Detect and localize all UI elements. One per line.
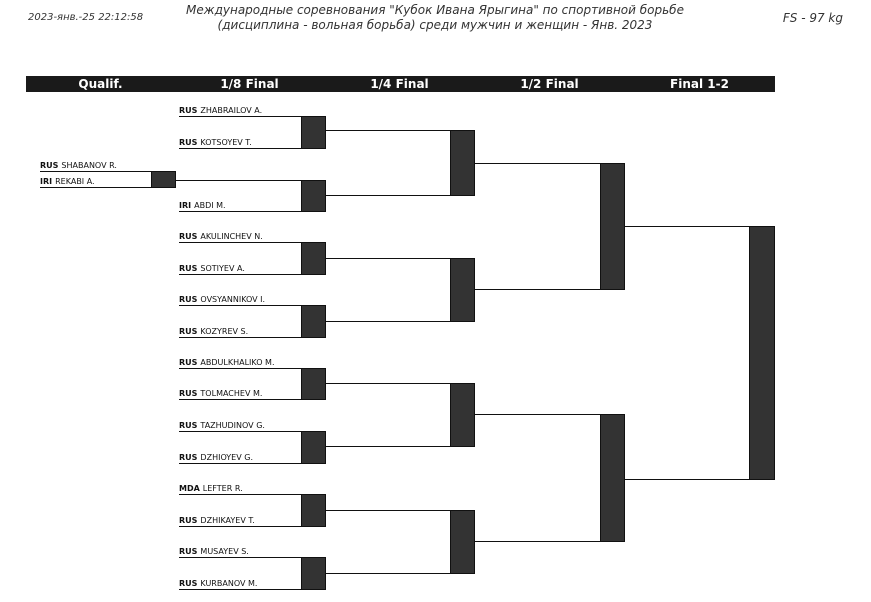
wrestler-name: ZHABRAILOV A. (200, 106, 263, 115)
sf-match-box-2 (600, 414, 625, 542)
wrestler-name: LEFTER R. (202, 484, 243, 493)
r16-match-box-8 (301, 557, 326, 590)
weight-category: FS - 97 kg (782, 11, 843, 25)
country-code: RUS (179, 138, 198, 147)
wrestler-name: MUSAYEV S. (200, 547, 249, 556)
qf-match-box-3 (450, 383, 475, 447)
country-code: RUS (179, 358, 198, 367)
title-line-1: Международные соревнования "Кубок Ивана Ярыгина" по спортивной борьбе (186, 3, 684, 17)
r16-slot-1[interactable] (179, 105, 326, 116)
wrestler-name: KOZYREV S. (200, 327, 249, 336)
r16-slot-5[interactable] (179, 231, 326, 242)
country-code: IRI (179, 201, 192, 210)
round-label-final: Final 1-2 (670, 77, 729, 91)
wrestler-name: SHABANOV R. (61, 161, 117, 170)
country-code: RUS (179, 389, 198, 398)
sf-match-box-1 (600, 163, 625, 290)
r16-match-box-5 (301, 368, 326, 400)
title-line-2: (дисциплина - вольная борьба) среди мужчин и женщин - Янв. 2023 (217, 18, 653, 32)
country-code: RUS (179, 516, 198, 525)
timestamp: 2023-янв.-25 22:12:58 (28, 12, 144, 23)
wrestler-name: TAZHUDINOV G. (200, 421, 265, 430)
r16-match-box-3 (301, 242, 326, 275)
r16-slot-15[interactable] (179, 546, 326, 557)
round-label-1-2: 1/2 Final (520, 77, 579, 91)
country-code: MDA (179, 484, 200, 493)
country-code: RUS (179, 453, 198, 462)
qf-match-box-2 (450, 258, 475, 322)
r16-slot-3[interactable] (179, 169, 326, 180)
qualif-match-box (151, 171, 176, 188)
r16-match-box-6 (301, 431, 326, 464)
qf-match-box-4 (450, 510, 475, 574)
r16-slot-13[interactable] (179, 483, 326, 494)
wrestler-name: TOLMACHEV M. (200, 389, 263, 398)
r16-slot-9[interactable] (179, 357, 326, 368)
round-label-1-8: 1/8 Final (220, 77, 279, 91)
r16-match-box-1 (301, 116, 326, 149)
country-code: RUS (179, 327, 198, 336)
r16-slot-7[interactable] (179, 294, 326, 305)
wrestler-name: ABDULKHALIKO M. (200, 358, 275, 367)
country-code: RUS (179, 421, 198, 430)
round-label-1-4: 1/4 Final (370, 77, 429, 91)
qualif-slot-1[interactable] (40, 160, 175, 171)
round-header-bar (26, 76, 775, 92)
wrestler-name: OVSYANNIKOV I. (200, 295, 266, 304)
country-code: RUS (179, 579, 198, 588)
wrestler-name: REKABI A. (55, 177, 95, 186)
country-code: RUS (179, 295, 198, 304)
wrestler-name: ABDI M. (194, 201, 226, 210)
wrestler-name: KURBANOV M. (200, 579, 258, 588)
wrestler-name: SOTIYEV A. (200, 264, 245, 273)
r16-slot-11[interactable] (179, 420, 326, 431)
wrestler-name: DZHIOYEV G. (200, 453, 253, 462)
r16-match-box-7 (301, 494, 326, 527)
country-code: IRI (40, 177, 53, 186)
country-code: RUS (179, 264, 198, 273)
final-match-box (749, 226, 775, 480)
wrestler-name: DZHIKAYEV T. (200, 516, 255, 525)
qualif-winner-line (176, 180, 326, 181)
country-code: RUS (179, 232, 198, 241)
country-code: RUS (179, 547, 198, 556)
competition-title (150, 3, 720, 33)
country-code: RUS (40, 161, 59, 170)
wrestler-name: KOTSOYEV T. (200, 138, 252, 147)
round-label-qualif: Qualif. (78, 77, 123, 91)
r16-match-box-2 (301, 180, 326, 212)
country-code: RUS (179, 106, 198, 115)
qf-match-box-1 (450, 130, 475, 196)
wrestler-name: AKULINCHEV N. (200, 232, 263, 241)
r16-match-box-4 (301, 305, 326, 338)
